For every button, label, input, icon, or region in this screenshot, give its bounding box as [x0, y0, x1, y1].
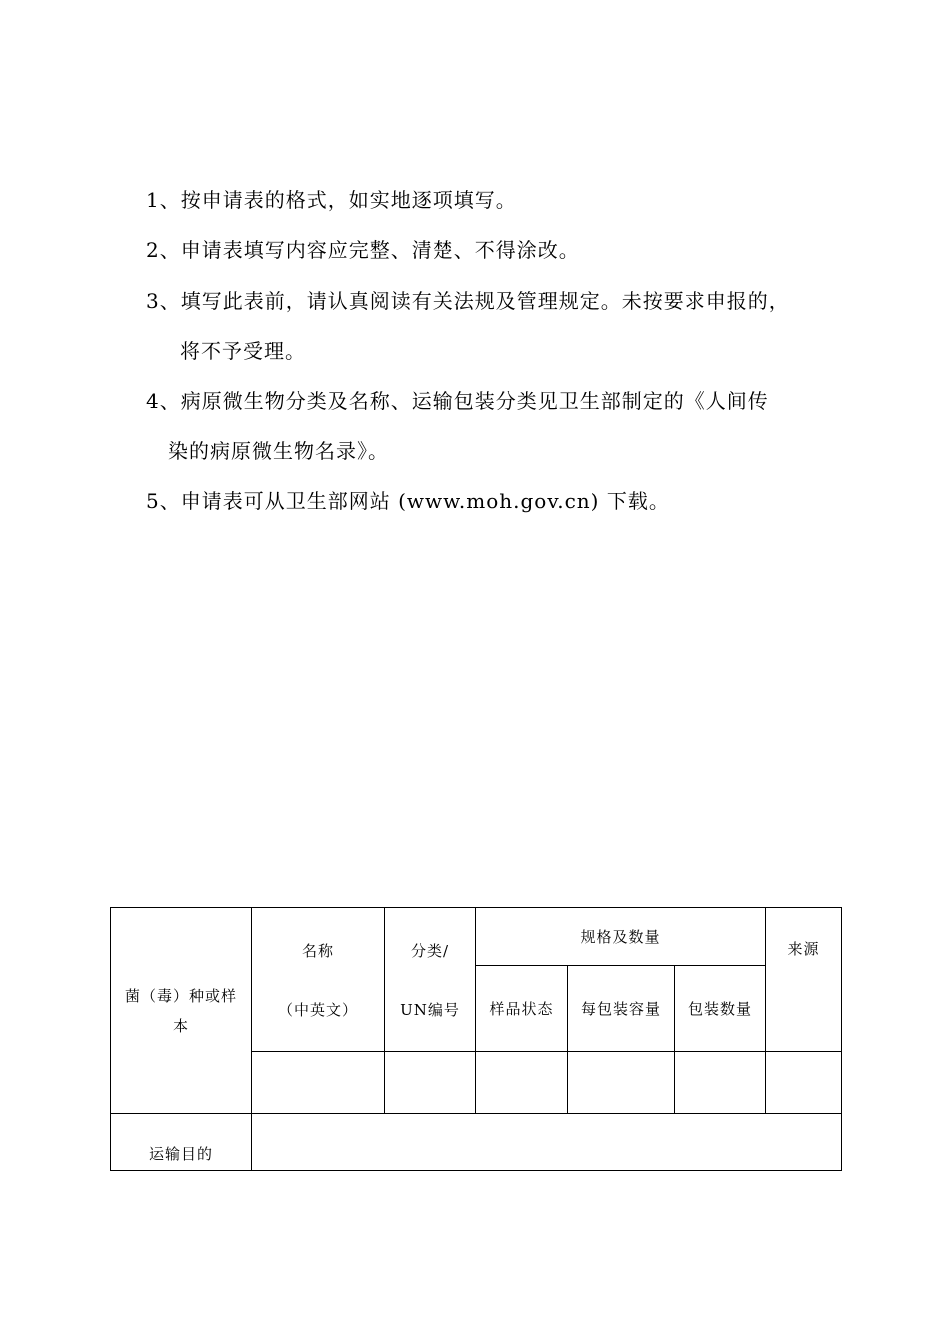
instruction-item-3-continued: 将不予受理。 [180, 339, 306, 363]
strain-or-sample-label-cell [111, 908, 252, 1114]
transport-purpose-label-cell [111, 1114, 252, 1171]
transport-purpose-input-cell[interactable] [252, 1114, 842, 1171]
source-label: 来源 [787, 940, 820, 958]
name-label-cell [252, 908, 385, 1052]
source-input-cell[interactable] [766, 1052, 842, 1114]
class-label-top: 分类/ [410, 941, 450, 960]
class-input-cell[interactable] [385, 1052, 476, 1114]
instruction-item-5: 5、申请表可从卫生部网站 (www.moh.gov.cn) 下载。 [146, 489, 670, 513]
per-package-capacity-label: 每包装容量 [580, 1000, 661, 1018]
transport-purpose-label: 运输目的 [148, 1145, 213, 1163]
class-label-cell [385, 908, 476, 1052]
name-label-bottom: （中英文） [277, 1000, 358, 1019]
name-label-top: 名称 [301, 941, 334, 960]
package-count-label-cell [675, 966, 766, 1052]
name-input-cell[interactable] [252, 1052, 385, 1114]
package-count-input-cell[interactable] [675, 1052, 766, 1114]
source-label-cell [766, 908, 842, 1052]
spec-quantity-label: 规格及数量 [580, 928, 661, 946]
sample-state-label: 样品状态 [489, 1000, 554, 1018]
instruction-item-4: 4、病原微生物分类及名称、运输包装分类见卫生部制定的《人间传 [146, 389, 769, 413]
instruction-item-1: 1、按申请表的格式，如实地逐项填写。 [146, 188, 517, 212]
package-count-label: 包装数量 [688, 1000, 753, 1018]
per-package-capacity-input-cell[interactable] [568, 1052, 675, 1114]
application-form-table [110, 907, 842, 1171]
instruction-item-3: 3、填写此表前，请认真阅读有关法规及管理规定。未按要求申报的， [146, 289, 790, 313]
per-package-capacity-label-cell [568, 966, 675, 1052]
strain-or-sample-label: 菌（毒）种或样本 [124, 986, 237, 1035]
spec-quantity-label-cell [476, 908, 766, 966]
class-label-bottom: UN编号 [400, 1000, 460, 1019]
sample-state-label-cell [476, 966, 568, 1052]
instruction-item-2: 2、申请表填写内容应完整、清楚、不得涂改。 [146, 238, 580, 262]
instruction-item-4-continued: 染的病原微生物名录》。 [168, 439, 389, 463]
sample-state-input-cell[interactable] [476, 1052, 568, 1114]
